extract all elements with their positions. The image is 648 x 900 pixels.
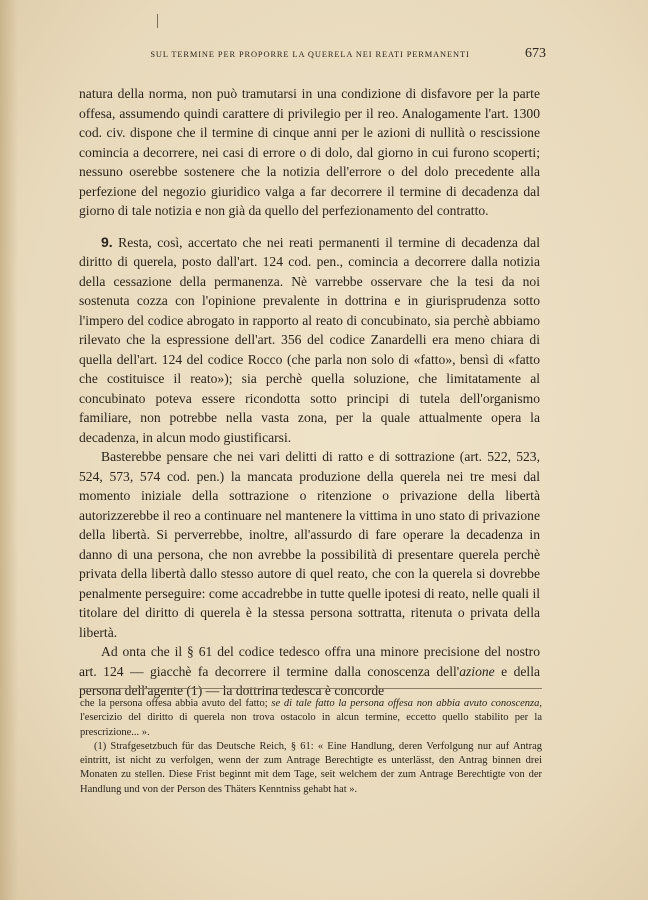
footnote-cont-a: che la persona offesa abbia avuto del fatto;	[80, 698, 272, 709]
footnote-1: (1) Strafgesetzbuch für das Deutsche Reich, § 61: « Eine Handlung, deren Verfolgung nur auf Antrag eintritt, ist nicht zu verfolgen, wenn der zum Antrage Berechtigte es unterlässt, den Antrag binnen drei Monaten zu stellen. Diese Frist beginnt mit dem Tage, seit welchem der zum Antrage Berechtigte von der Handlung und von der Person des Thäters Kenntniss gehabt hat ».	[80, 740, 542, 795]
paragraph-4-text-a: Ad onta che il § 61 del codice tedesco offra una minore precisione del nostro art. 124 — giacchè fa decorrere il termine dalla conoscenza dell'	[79, 644, 540, 679]
paragraph-4-text-b: e della persona dell'agente (1) — la dottrina tedesca è concorde	[79, 663, 541, 698]
page-number: 673	[525, 46, 546, 61]
margin-mark	[157, 14, 158, 28]
page-gutter-shadow	[0, 0, 18, 900]
main-text	[79, 84, 540, 701]
paragraph-2-text: Resta, così, accertato che nei reati permanenti il termine di decadenza dal diritto di querela, posto dall'art. 124 cod. pen., comincia a decorrere dalla notizia della cessazione della permanenza. Nè varrebbe osservare che la tesi da noi sostenuta cozza con l'opinione prevalente in dottrina e in giurisprudenza sotto l'impero del codice abrogato in rapporto al reato di concubinato, sia perchè abbiamo rilevato che la espressione dell'art. 356 del codice Zanardelli era meno chiara di quella dell'art. 124 del codice Rocco (che parla non solo di «fatto», bensì di «fatto che costituisce il reato»); sia perchè quella soluzione, che limitatamente al concubinato poteva essere ricondotta sotto principi di tutela dell'organismo familiare, non potrebbe nella vasta zona, per la quale attualmente opera la decadenza, in alcun modo giustificarsi.	[79, 234, 540, 445]
running-header: SUL TERMINE PER PROPORRE LA QUERELA NEI REATI PERMANENTI	[150, 50, 470, 59]
footnote-rule	[80, 688, 542, 689]
footnote-cont-b: l'esercizio del diritto di querela non trova ostacolo in alcun termine, eccetto quello stabilito per la prescrizione... ».	[80, 712, 542, 738]
paragraph-1: natura della norma, non può tramutarsi in una condizione di disfavore per la parte offesa, assumendo quindi carattere di privilegio per il reo. Analogamente l'art. 1300 cod. civ. dispone che il termine di cinque anni per le azioni di nullità o rescissione comincia a decorrere, nei casi di errore o di dolo, dal giorno in cui furono scoperti; nessuno oserebbe sostenere che la notizia dell'errore o del dolo precedente alla perfezione del negozio giuridico valga a far decorrere il termine di decadenza dal giorno di tale notizia e non già da quello del perfezionamento del contratto.	[79, 86, 540, 218]
footnotes	[80, 697, 542, 797]
footnote-continuation	[80, 697, 542, 740]
paragraph-4-italic: azione	[459, 663, 495, 679]
paragraph-2	[79, 233, 540, 448]
section-number: 9.	[101, 233, 113, 250]
paragraph-3: Basterebbe pensare che nei vari delitti di ratto e di sottrazione (art. 522, 523, 524, 573, 574 cod. pen.) la mancata produzione della querela nei tre mesi dal momento iniziale della sottrazione o ritenzione o privazione della libertà autorizzerebbe il reo a continuare nel mantenere la vittima in uno stato di privazione della libertà. Si perverrebbe, inoltre, all'assurdo di fare operare la decadenza in danno di una persona, che non avrebbe la possibilità di presentare querela perchè privata della libertà dallo stesso autore di quel reato, che con la querela si dovrebbe penalmente perseguire: come accadrebbe in tutte quelle ipotesi di reato, nelle quali il titolare del diritto di querela è la stessa persona sottratta, ritenuta o privata della libertà.	[79, 449, 540, 640]
paragraph-4	[79, 642, 540, 701]
footnote-cont-italic: se di tale fatto la persona offesa non abbia avuto conoscenza,	[271, 698, 542, 709]
